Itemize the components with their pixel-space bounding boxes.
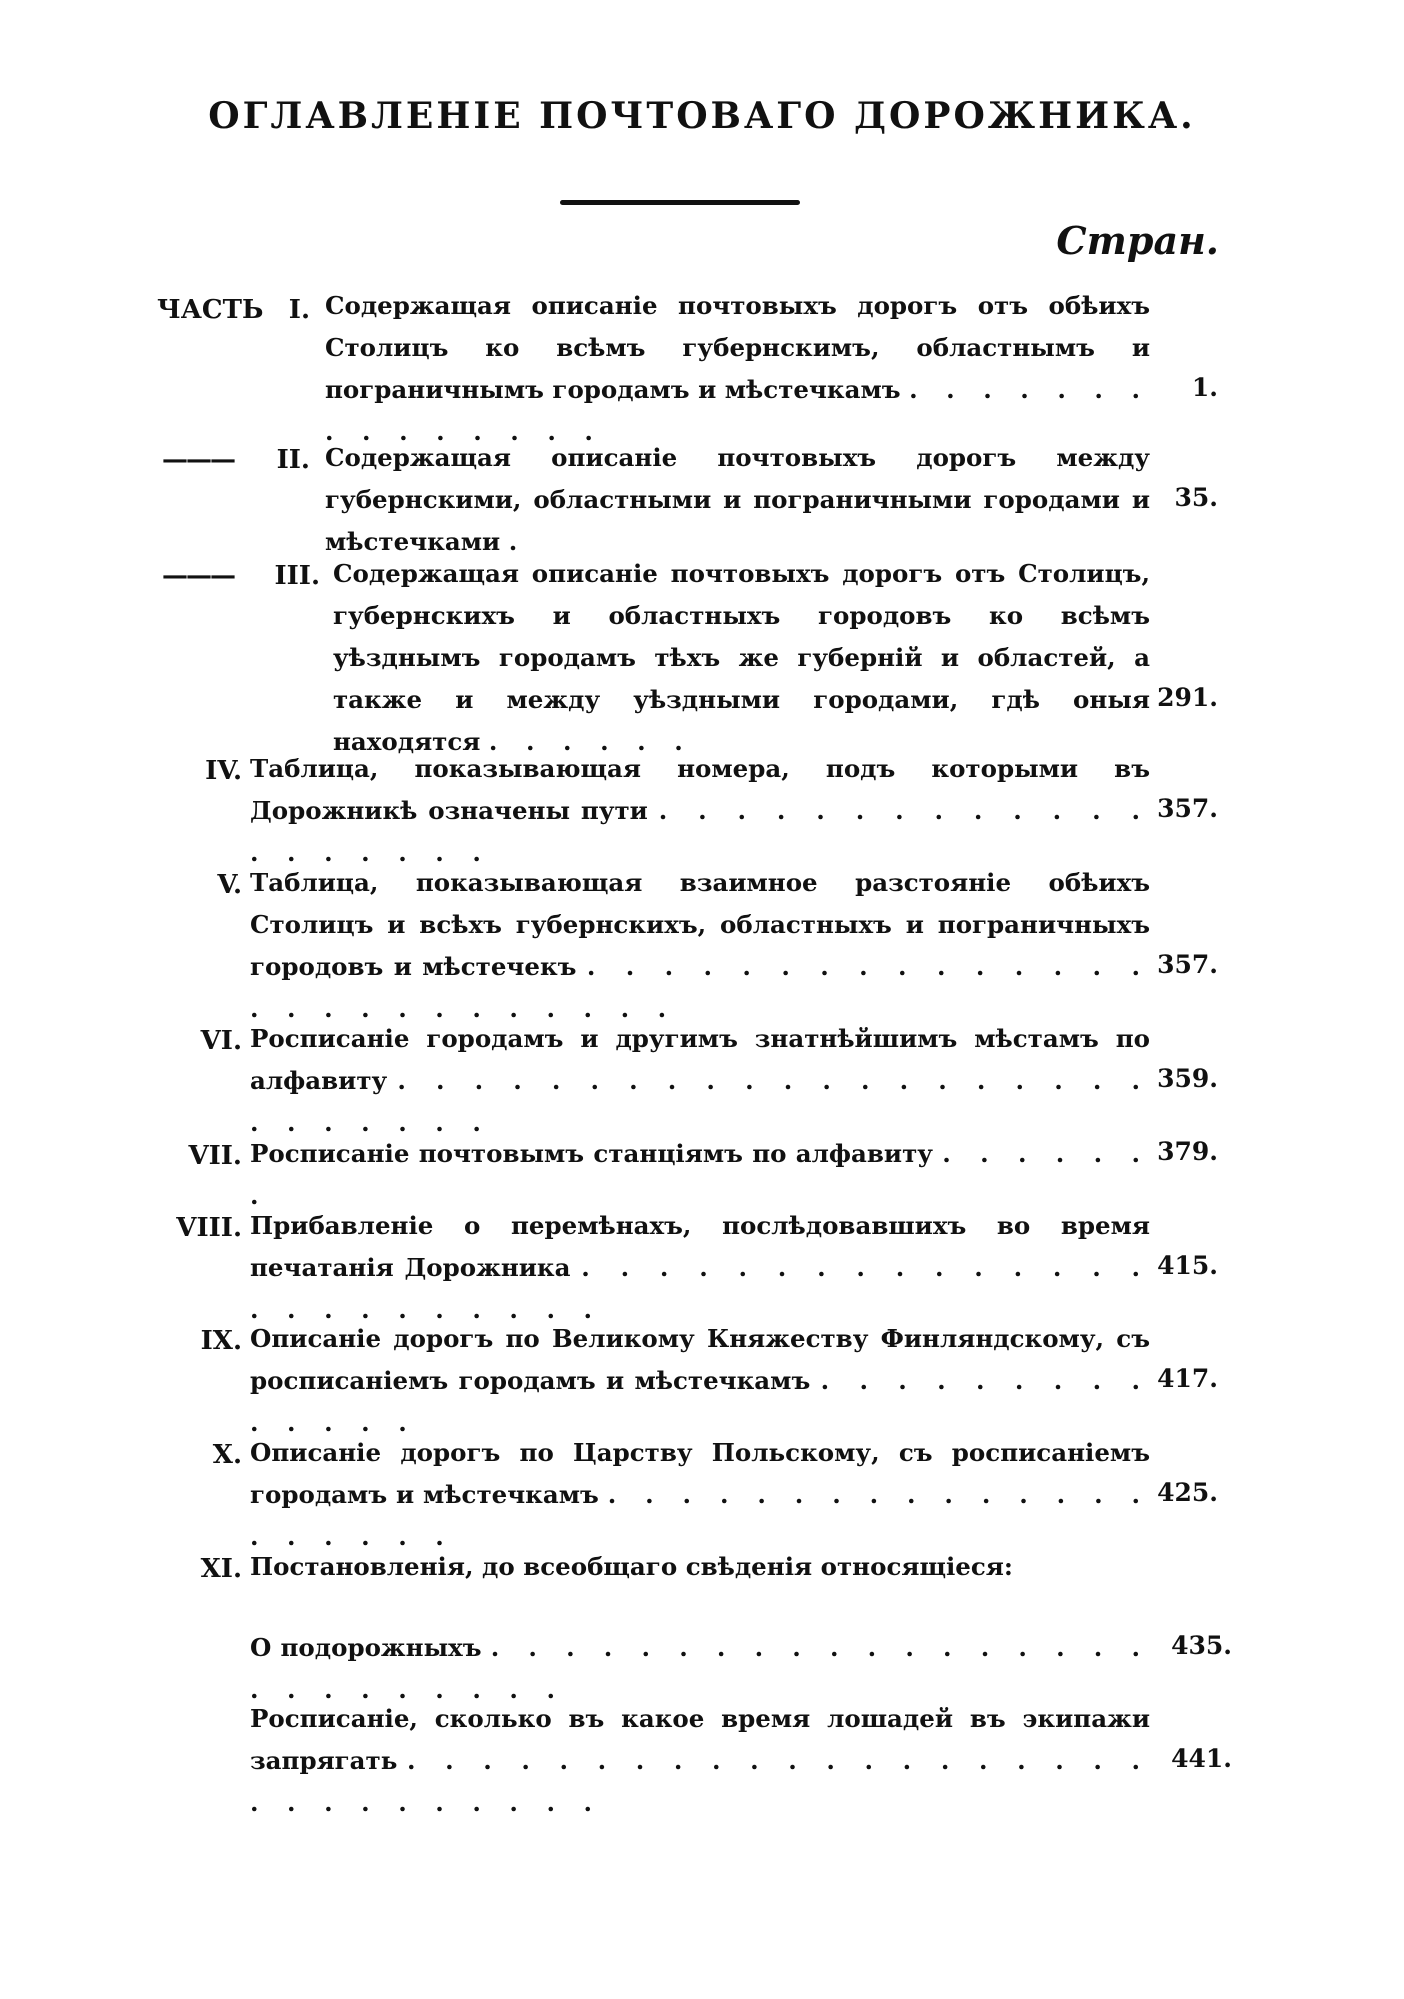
page-number: 379. [1157,1137,1218,1166]
page-column-header: Стран. [1056,218,1219,263]
entry-text: О подорожныхъ . . . . . . . . . . . . . . . . . . . . . . . . . . . [250,1633,1151,1704]
title-divider [560,200,800,205]
entry-text: Содержащая описаніе почтовыхъ дорогъ отъ обѣихъ Столицъ ко всѣмъ губернскимъ, областнымъ и пограничнымъ городамъ и мѣстечкамъ . . . . . . . . . . . . . . . [325,291,1150,446]
part-numeral: II. [276,445,310,475]
leader-dots: . . . . . . . [250,1139,1150,1210]
page-number: 357. [1157,950,1218,979]
entry-text: Таблица, показывающая номера, подъ которыми въ Дорожникѣ означены пути . . . . . . . . . . . . . . . . . . . . [250,754,1150,867]
part-numeral: VI. [200,1026,242,1056]
entry-text: Таблица, показывающая взаимное разстояніе обѣихъ Столицъ и всѣхъ губернскихъ, областныхъ и пограничныхъ городовъ и мѣстечекъ . . . . . . . . . . . . . . . . . . . . . . . . . . . [250,868,1150,1023]
entry-text: Содержащая описаніе почтовыхъ дорогъ между губернскими, областными и пограничными городами и мѣстечками . [325,443,1150,556]
ditto-dashes: ——— [162,561,234,591]
page-number: 359. [1157,1064,1218,1093]
page-number: 1. [1191,373,1218,402]
entry-text: Прибавленіе о перемѣнахъ, послѣдовавшихъ во время печатанія Дорожника . . . . . . . . . . . . . . . . . . . . . . . . . [250,1211,1151,1324]
leader-dots: . . . . . . . . . . . . . . . . . . . . . [250,1480,1151,1551]
leader-dots: . . . . . . . . . . . . . . . . . . . . . . . . . . . [250,1633,1151,1704]
entry-text: Росписаніе, сколько въ какое время лошадей въ экипажи запрягать . . . . . . . . . . . . . . . . . . . . . . . . . . . . . . [250,1704,1151,1817]
part-numeral: VIII. [176,1213,242,1243]
entry-text: Описаніе дорогъ по Царству Польскому, съ росписаніемъ городамъ и мѣстечкамъ . . . . . . . . . . . . . . . . . . . . . [250,1438,1151,1551]
entry-text: Росписаніе почтовымъ станціямъ по алфавиту . . . . . . . [250,1139,1150,1210]
leader-dots: . . . . . . . . . . . . . . . [325,375,1150,446]
part-numeral: I. [288,295,310,325]
leader-dots: . . . . . . . . . . . . . . [250,1366,1150,1437]
page-number: 415. [1157,1251,1218,1280]
page-number: 441. [1171,1744,1232,1773]
part-label: ЧАСТЬ [157,295,264,325]
part-numeral: XI. [200,1554,242,1584]
page-title: ОГЛАВЛЕНІЕ ПОЧТОВАГО ДОРОЖНИКА. [208,95,1196,137]
page-number: 357. [1157,794,1218,823]
page-number: 35. [1174,483,1218,512]
entry-text: Содержащая описаніе почтовыхъ дорогъ отъ Столицъ, губернскихъ и областныхъ городовъ ко всѣмъ уѣзднымъ городамъ тѣхъ же губерній и областей, а также и между уѣздными городами, гдѣ оныя находятся . . . . . . [333,559,1150,756]
part-numeral: VII. [188,1141,242,1171]
entry-text: Постановленія, до всеобщаго свѣденія относящіеся: [250,1552,1013,1581]
leader-dots: . . . . . . [488,727,693,756]
ditto-dashes: ——— [162,445,234,475]
entry-text: Росписаніе городамъ и другимъ знатнѣйшимъ мѣстамъ по алфавиту . . . . . . . . . . . . . . . . . . . . . . . . . . . [250,1024,1151,1137]
entry-text: Описаніе дорогъ по Великому Княжеству Финляндскому, съ росписаніемъ городамъ и мѣстечкамъ . . . . . . . . . . . . . . [250,1324,1150,1437]
page-number: 291. [1157,683,1218,712]
part-numeral: V. [217,870,242,900]
leader-dots: . . . . . . . . . . . . . . . . . . . . . . . . . . . [250,1066,1151,1137]
page-number: 417. [1157,1364,1218,1393]
part-numeral: IX. [200,1326,242,1356]
part-numeral: IV. [205,756,242,786]
leader-dots: . . . . . . . . . . . . . . . . . . . . . . . . . . . [250,952,1150,1023]
leader-dots: . . . . . . . . . . . . . . . . . . . . . . . . . [250,1253,1151,1324]
leader-dots: . . . . . . . . . . . . . . . . . . . . [250,796,1150,867]
part-numeral: X. [212,1440,242,1470]
leader-dots: . . . . . . . . . . . . . . . . . . . . . . . . . . . . . . [250,1746,1151,1817]
page-number: 425. [1157,1478,1218,1507]
part-numeral: III. [274,561,320,591]
leader-dots: . [508,527,528,556]
page-number: 435. [1171,1631,1232,1660]
